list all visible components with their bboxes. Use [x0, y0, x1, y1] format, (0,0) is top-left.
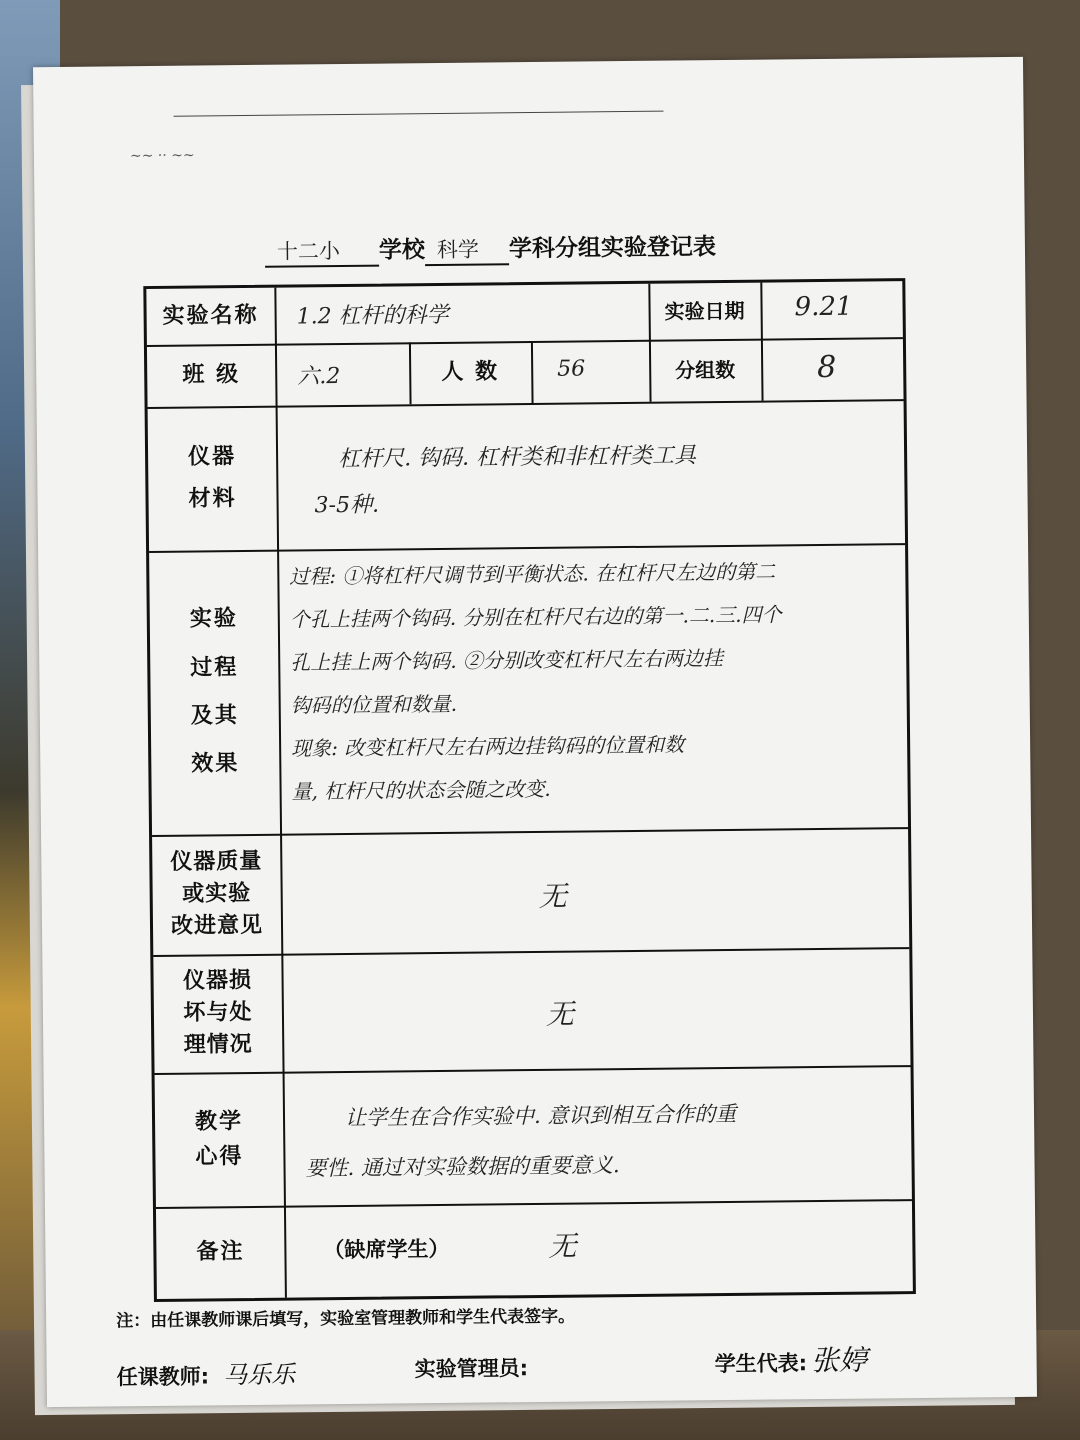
value-group-count: 8	[817, 349, 837, 386]
label-quality-line: 或实验	[182, 881, 252, 907]
label-headcount: 人 数	[441, 359, 500, 386]
label-process-line: 效果	[191, 751, 240, 777]
student-signature-row	[714, 1339, 867, 1381]
school-word: 学校	[378, 237, 426, 264]
label-damage-line: 仪器损	[182, 968, 253, 994]
label-absent-students: （缺席学生）	[323, 1236, 450, 1263]
process-line: 钩码的位置和数量.	[290, 691, 458, 718]
label-damage-line: 坏与处	[183, 1000, 253, 1026]
form-title	[265, 227, 825, 273]
value-headcount: 56	[557, 356, 586, 382]
label-process-line: 实验	[189, 606, 238, 632]
label-experiment-date: 实验日期	[664, 298, 745, 324]
label-experiment-name: 实验名称	[162, 302, 259, 329]
teacher-signature-row	[117, 1355, 296, 1392]
label-reflection-line: 教学	[194, 1108, 244, 1135]
reflection-line: 要性. 通过对实验数据的重要意义.	[305, 1153, 620, 1181]
registration-form-sheet	[33, 57, 1037, 1407]
value-process	[289, 549, 902, 813]
label-reflection	[155, 1072, 284, 1207]
label-process-line: 过程	[190, 654, 239, 681]
label-quality-line: 改进意见	[170, 912, 264, 939]
label-damage-line: 理情况	[183, 1031, 253, 1058]
equipment-line: 杠杆尺. 钩码. 杠杆类和非杠杆类工具	[338, 443, 697, 473]
value-damage: 无	[545, 997, 575, 1031]
value-equipment	[314, 431, 899, 529]
top-rule-line	[174, 111, 664, 117]
label-equipment	[148, 406, 278, 551]
process-line: 现象: 改变杠杆尺左右两边挂钩码的位置和数	[291, 732, 685, 761]
label-equipment-line-2: 材料	[188, 486, 237, 512]
label-quality-line: 仪器质量	[170, 849, 263, 875]
value-experiment-date: 9.21	[794, 291, 853, 323]
label-group-count: 分组数	[675, 357, 736, 383]
label-process-line: 及其	[190, 703, 239, 729]
student-signature: 张婷	[810, 1343, 868, 1378]
label-remarks: 备注	[196, 1239, 245, 1265]
school-name-field: 十二小	[265, 235, 379, 268]
process-line: 个孔上挂两个钩码. 分别在杠杆尺右边的第一.二.三.四个	[289, 602, 782, 632]
teacher-signature: 马乐乐	[222, 1360, 296, 1390]
admin-label: 实验管理员:	[414, 1356, 529, 1382]
registration-table	[143, 278, 916, 1302]
label-quality	[152, 834, 281, 955]
value-experiment-name: 1.2 杠杆的科学	[296, 302, 449, 330]
admin-signature-row	[414, 1352, 528, 1383]
teacher-label: 任课教师:	[116, 1364, 210, 1390]
process-line: 过程: ①将杠杆尺调节到平衡状态. 在杠杆尺左边的第二	[289, 559, 776, 589]
footer-note: 注：由任课教师课后填写，实验室管理教师和学生代表签字。	[116, 1306, 576, 1332]
value-absent-students: 无	[548, 1229, 577, 1263]
student-label: 学生代表:	[714, 1351, 808, 1377]
label-class: 班 级	[182, 362, 241, 388]
label-reflection-line: 心得	[195, 1144, 244, 1170]
equipment-line: 3-5种.	[314, 492, 380, 519]
process-line: 孔上挂上两个钩码. ②分别改变杠杆尺左右两边挂	[290, 646, 724, 675]
label-process	[149, 550, 280, 835]
reflection-line: 让学生在合作实验中. 意识到相互合作的重	[344, 1101, 737, 1131]
value-quality: 无	[538, 879, 567, 913]
title-rest: 学科分组实验登记表	[508, 234, 717, 263]
subject-name-field: 科学	[425, 233, 509, 266]
value-reflection	[305, 1087, 906, 1193]
value-class: 六.2	[297, 364, 341, 390]
corner-scribble: ~~ ·· ~~	[129, 147, 195, 165]
label-equipment-line-1: 仪器	[187, 444, 237, 470]
process-line: 量, 杠杆尺的状态会随之改变.	[291, 776, 551, 804]
label-damage	[153, 954, 282, 1073]
